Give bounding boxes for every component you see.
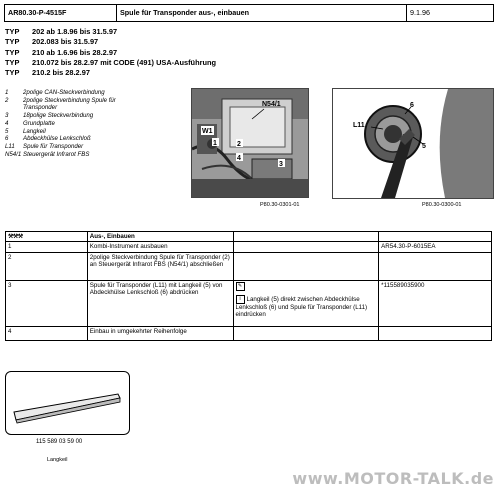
tools-icon-cell <box>6 232 88 242</box>
legend-item: L11 Spule für Transponder <box>5 142 84 150</box>
legend-item: 5 Langkeil <box>5 127 46 135</box>
tools-icon: ⚒⚒⚒ <box>8 234 23 240</box>
legend-item: 2 2polige Steckverbindung Spule für Transponder <box>5 96 116 112</box>
tool-box <box>5 371 130 445</box>
tool-icon: ✎ <box>236 282 377 291</box>
parts-legend <box>5 89 171 158</box>
doc-date: 9.1.96 <box>410 8 430 17</box>
steering-lock-illustration <box>333 89 493 198</box>
label-6: 6 <box>410 102 414 109</box>
type-list <box>5 27 216 78</box>
tool-part-number: 115 589 03 59 00 <box>36 439 83 445</box>
note-cell: ✎ i Langkeil (5) direkt zwischen Abdeckhülse Lenkschloß (6) und Spule für Transponder (L11) eindrücken <box>233 281 379 327</box>
photo2-caption: P80.30-0300-01 <box>422 202 462 208</box>
legend-item: 6 Abdeckhülse Lenkschloß <box>5 135 91 143</box>
table-row: 1 Kombi-Instrument ausbauen AR54.30-P-6015EA <box>6 242 492 253</box>
table-row: 3 Spule für Transponder (L11) mit Langkeil (5) von Abdeckhülse Lenkschloß (6) abdrücken ✎ i Langkeil (5) direkt zwischen Abdeckhülse Lenkschloß (6) und Spule für Transponder (L11) eindrücken *115589035900 <box>6 281 492 327</box>
type-row: TYP 210 ab 1.6.96 bis 28.2.97 <box>5 47 118 57</box>
doc-title: Spule für Transponder aus-, einbauen <box>117 5 407 21</box>
table-header-row <box>6 232 492 242</box>
legend-item: 3 18polige Steckverbindung <box>5 112 94 120</box>
doc-number: AR80.30-P-4515F <box>5 5 117 21</box>
procedure-table <box>5 231 492 341</box>
watermark: www.MOTOR-TALK.de <box>292 469 494 488</box>
legend-item: N54/1 Steuergerät Infrarot FBS <box>5 150 90 158</box>
wedge-tool-illustration <box>6 372 129 434</box>
type-row: TYP 210.072 bis 28.2.97 mit CODE (491) USA-Ausführung <box>5 57 217 67</box>
label-n54-1: N54/1 <box>262 101 281 108</box>
label-1: 1 <box>213 140 217 147</box>
info-icon: i <box>236 295 245 304</box>
label-3: 3 <box>279 161 283 168</box>
type-row: TYP 202.083 bis 31.5.97 <box>5 37 99 47</box>
type-row: TYP 202 ab 1.8.96 bis 31.5.97 <box>5 27 118 36</box>
legend-item: 1 2polige CAN-Steckverbindung <box>5 89 105 96</box>
tool-name: Langkeil <box>47 457 68 463</box>
table-header-title: Aus-, Einbauen <box>87 232 233 242</box>
type-row: TYP 210.2 bis 28.2.97 <box>5 68 90 78</box>
document-header <box>4 4 494 22</box>
label-4: 4 <box>237 155 241 162</box>
table-row: 2 2polige Steckverbindung Spule für Transponder (2) an Steuergerät Infrarot FBS (N54/1) abschließen <box>6 253 492 281</box>
photo1-caption: P80.30-0301-01 <box>260 202 300 208</box>
label-5: 5 <box>422 143 426 150</box>
label-w1: W1 <box>202 128 213 135</box>
photo-steering-lock <box>332 88 494 199</box>
instrument-panel-illustration <box>192 89 308 197</box>
legend-item: 4 Grundplatte <box>5 119 55 127</box>
table-row: 4 Einbau in umgekehrter Reihenfolge <box>6 327 492 341</box>
label-l11: L11 <box>353 122 365 129</box>
label-2: 2 <box>237 141 241 148</box>
photo-instrument-panel <box>191 88 309 198</box>
